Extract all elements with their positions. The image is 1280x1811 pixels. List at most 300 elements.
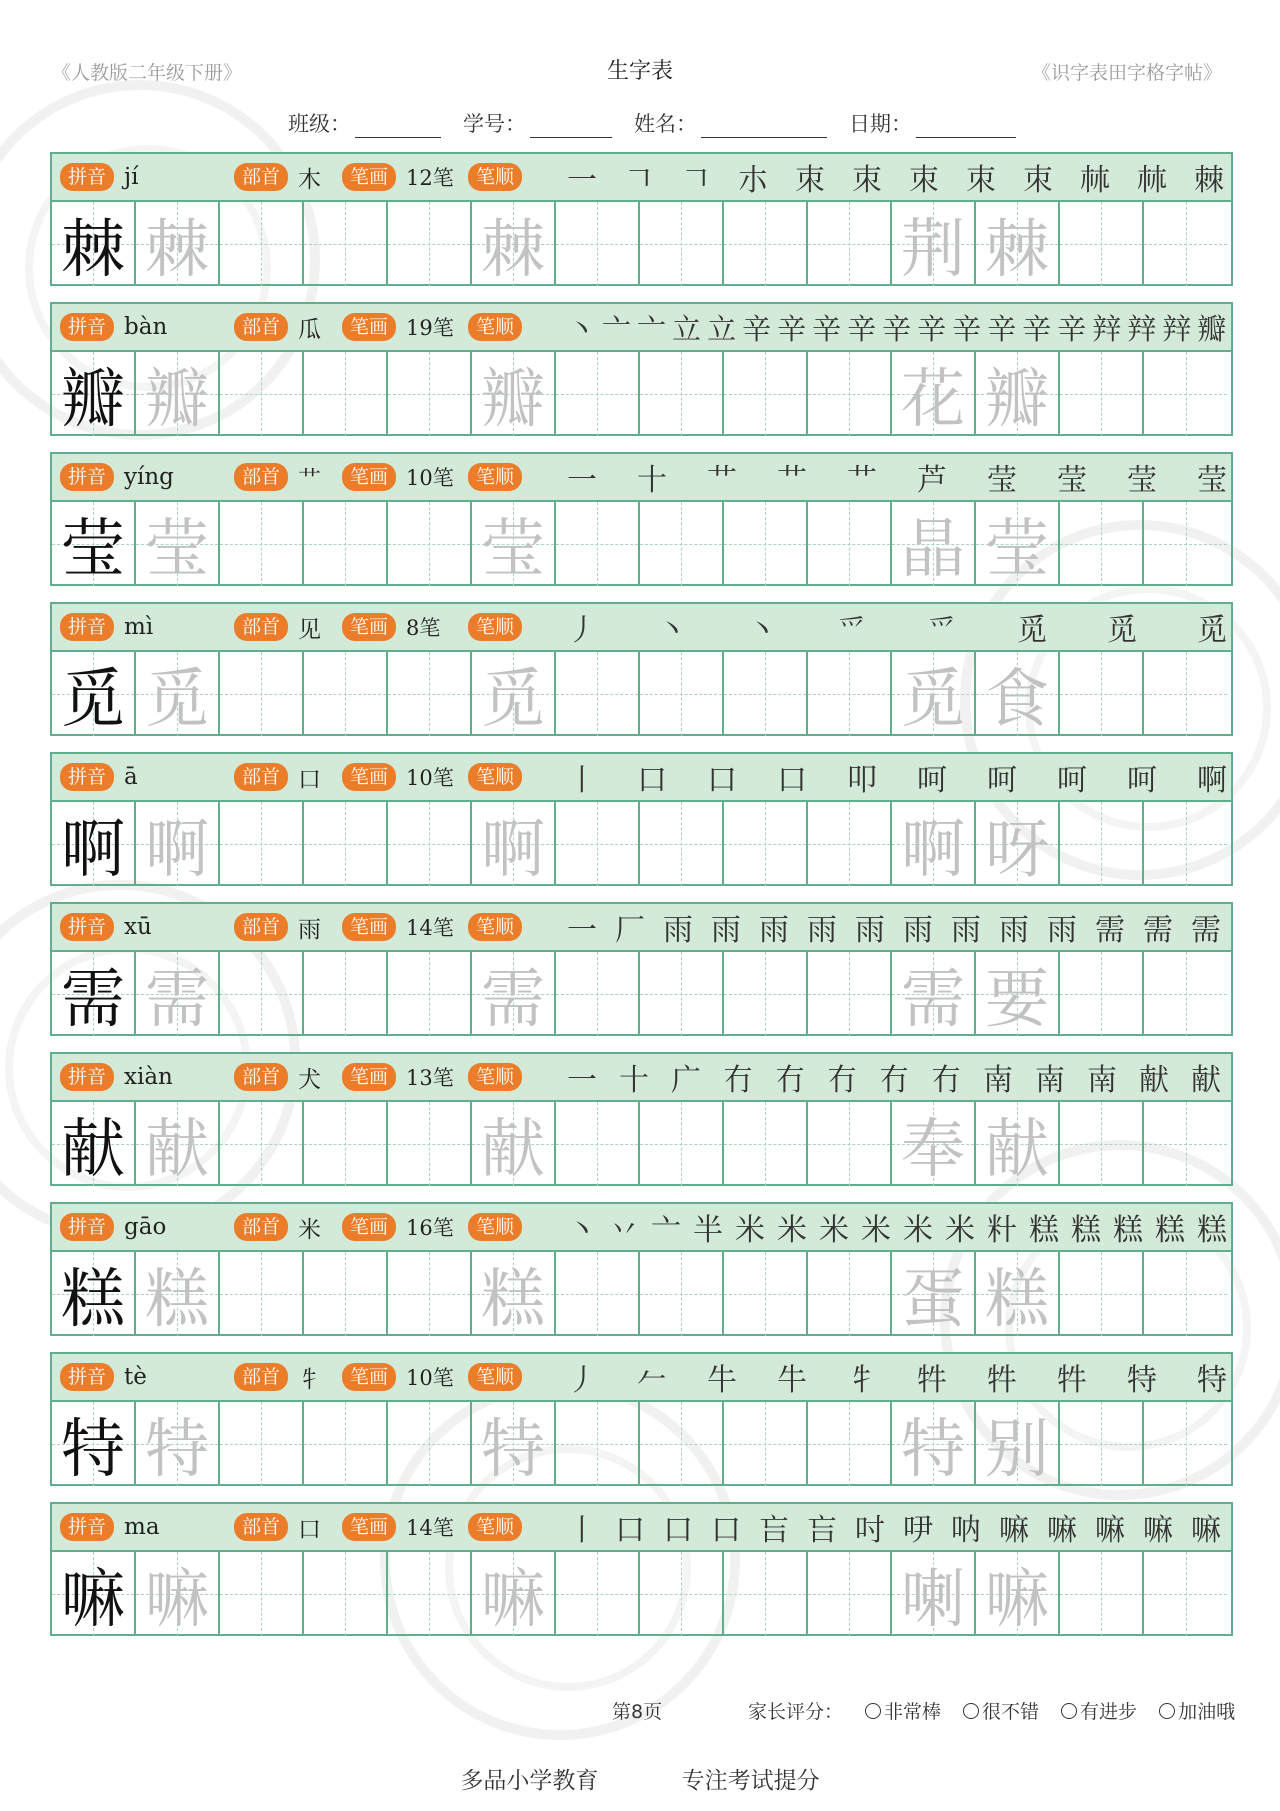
writing-cell[interactable] bbox=[808, 502, 892, 586]
writing-cell[interactable] bbox=[1060, 652, 1144, 736]
writing-cell[interactable] bbox=[52, 652, 136, 736]
writing-cell[interactable] bbox=[724, 202, 808, 286]
stroke-step: 米 bbox=[735, 1213, 765, 1248]
rating-option-excellent[interactable] bbox=[865, 1697, 941, 1724]
trace-character: 啊 bbox=[481, 813, 545, 887]
model-character: 棘 bbox=[61, 213, 125, 287]
stroke-count-value: 12笔 bbox=[406, 166, 454, 190]
stroke-step: 朿 bbox=[909, 163, 939, 198]
char-info-band bbox=[52, 1504, 1231, 1552]
tianzige-grid bbox=[52, 1102, 1231, 1186]
writing-cell[interactable] bbox=[472, 952, 556, 1036]
stroke-step: 糕 bbox=[1155, 1213, 1185, 1248]
trace-character: 莹 bbox=[481, 513, 545, 587]
stroke-order-sequence bbox=[567, 754, 1227, 800]
writing-cell[interactable] bbox=[808, 352, 892, 436]
pinyin-value: tè bbox=[124, 1364, 147, 1390]
writing-cell[interactable] bbox=[136, 652, 220, 736]
stroke-step: 𠃍 bbox=[624, 163, 654, 198]
writing-cell[interactable] bbox=[976, 502, 1060, 586]
stroke-count-value: 14笔 bbox=[406, 1516, 454, 1540]
stroke-step: 口 bbox=[663, 1513, 693, 1548]
char-row bbox=[50, 1052, 1233, 1186]
writing-cell[interactable] bbox=[472, 1402, 556, 1486]
writing-cell[interactable] bbox=[304, 202, 388, 286]
stroke-step: 口 bbox=[615, 1513, 645, 1548]
writing-cell[interactable] bbox=[472, 1102, 556, 1186]
stroke-count-value: 8笔 bbox=[406, 616, 441, 640]
writing-cell[interactable] bbox=[136, 1252, 220, 1336]
writing-cell[interactable] bbox=[1144, 1102, 1227, 1186]
writing-cell[interactable] bbox=[976, 202, 1060, 286]
writing-cell[interactable] bbox=[472, 1252, 556, 1336]
stroke-step: 辛 bbox=[812, 311, 842, 346]
stroke-count-badge: 笔画 bbox=[342, 1363, 396, 1391]
stroke-step: 朿 bbox=[1023, 163, 1053, 198]
stroke-step: 献 bbox=[1191, 1063, 1221, 1098]
date-field[interactable] bbox=[849, 108, 1016, 138]
writing-cell[interactable] bbox=[388, 1252, 472, 1336]
stroke-order-sequence bbox=[567, 454, 1227, 500]
writing-cell[interactable] bbox=[640, 1402, 724, 1486]
writing-cell[interactable] bbox=[52, 952, 136, 1036]
book-edition: 《人教版二年级下册》 bbox=[52, 62, 243, 84]
trace-character: 啊 bbox=[145, 813, 209, 887]
pinyin-value: ā bbox=[124, 764, 138, 790]
writing-cell[interactable] bbox=[808, 1402, 892, 1486]
writing-cell[interactable] bbox=[220, 952, 304, 1036]
writing-cell[interactable] bbox=[640, 952, 724, 1036]
stroke-step: 丶 bbox=[747, 613, 777, 648]
stroke-step: 朩 bbox=[738, 163, 768, 198]
writing-cell[interactable] bbox=[808, 952, 892, 1036]
stroke-step: 觅 bbox=[1017, 613, 1047, 648]
stroke-count-badge: 笔画 bbox=[342, 163, 396, 191]
word-character: 奉 bbox=[901, 1113, 965, 1187]
stroke-step: 辛 bbox=[742, 311, 772, 346]
writing-cell[interactable] bbox=[472, 802, 556, 886]
writing-cell[interactable] bbox=[556, 202, 640, 286]
writing-cell[interactable] bbox=[220, 1252, 304, 1336]
writing-cell[interactable] bbox=[388, 202, 472, 286]
stroke-step: 𣏟 bbox=[1137, 163, 1167, 198]
writing-cell[interactable] bbox=[304, 1402, 388, 1486]
stroke-step: 莹 bbox=[987, 463, 1017, 498]
student-id-field[interactable] bbox=[463, 108, 612, 138]
writing-cell[interactable] bbox=[304, 652, 388, 736]
writing-cell[interactable] bbox=[556, 1252, 640, 1336]
writing-cell[interactable] bbox=[52, 202, 136, 286]
stroke-step: 嘛 bbox=[1095, 1513, 1125, 1548]
stroke-step: 棘 bbox=[1194, 163, 1224, 198]
stroke-step: 牛 bbox=[777, 1363, 807, 1398]
class-label: 班级： bbox=[288, 112, 351, 136]
stroke-count-value: 10笔 bbox=[406, 1366, 454, 1390]
stroke-step: 呵 bbox=[1127, 763, 1157, 798]
stroke-step: 朿 bbox=[966, 163, 996, 198]
stroke-step: 献 bbox=[1139, 1063, 1169, 1098]
writing-cell[interactable] bbox=[640, 1102, 724, 1186]
writing-cell[interactable] bbox=[304, 1552, 388, 1636]
stroke-step: 莹 bbox=[1197, 463, 1227, 498]
pinyin-value: gāo bbox=[124, 1214, 167, 1240]
writing-cell[interactable] bbox=[52, 502, 136, 586]
writing-cell[interactable] bbox=[220, 1402, 304, 1486]
writing-cell[interactable] bbox=[724, 1252, 808, 1336]
writing-cell[interactable] bbox=[220, 652, 304, 736]
rating-option-progress[interactable] bbox=[1061, 1697, 1137, 1724]
writing-cell[interactable] bbox=[808, 1252, 892, 1336]
writing-cell[interactable] bbox=[136, 802, 220, 886]
model-character: 献 bbox=[61, 1113, 125, 1187]
stroke-count-badge: 笔画 bbox=[342, 1213, 396, 1241]
writing-cell[interactable] bbox=[220, 1552, 304, 1636]
stroke-step: 立 bbox=[672, 311, 702, 346]
model-character: 糕 bbox=[61, 1263, 125, 1337]
writing-cell[interactable] bbox=[892, 502, 976, 586]
writing-cell[interactable] bbox=[388, 802, 472, 886]
char-row bbox=[50, 602, 1233, 736]
stroke-step: 吚 bbox=[903, 1513, 933, 1548]
radical-value: 见 bbox=[298, 616, 322, 643]
writing-cell[interactable] bbox=[304, 802, 388, 886]
writing-cell[interactable] bbox=[472, 502, 556, 586]
stroke-step: 厂 bbox=[615, 913, 645, 948]
stroke-step: 𠂉 bbox=[637, 1363, 667, 1398]
pinyin-badge: 拼音 bbox=[60, 313, 114, 341]
writing-cell[interactable] bbox=[1060, 802, 1144, 886]
pinyin-badge: 拼音 bbox=[60, 1213, 114, 1241]
stroke-step: 需 bbox=[1143, 913, 1173, 948]
writing-cell[interactable] bbox=[388, 1102, 472, 1186]
word-character: 花 bbox=[901, 363, 965, 437]
brand-slogan: 专注考试提分 bbox=[681, 1768, 820, 1794]
writing-cell[interactable] bbox=[1144, 952, 1227, 1036]
stroke-count-value: 14笔 bbox=[406, 916, 454, 940]
stroke-order-badge: 笔顺 bbox=[468, 913, 522, 941]
stroke-step: 糕 bbox=[1071, 1213, 1101, 1248]
trace-character: 觅 bbox=[145, 663, 209, 737]
writing-cell[interactable] bbox=[724, 952, 808, 1036]
radical-value: 瓜 bbox=[298, 316, 322, 343]
writing-cell[interactable] bbox=[52, 1252, 136, 1336]
stroke-step: 亠 bbox=[602, 311, 632, 346]
trace-character: 嘛 bbox=[481, 1563, 545, 1637]
writing-cell[interactable] bbox=[976, 352, 1060, 436]
writing-cell[interactable] bbox=[388, 1402, 472, 1486]
word-character: 特 bbox=[901, 1413, 965, 1487]
stroke-step: 丿 bbox=[567, 613, 597, 648]
writing-cell[interactable] bbox=[892, 1552, 976, 1636]
char-info-band bbox=[52, 904, 1231, 952]
pinyin-badge: 拼音 bbox=[60, 1063, 114, 1091]
writing-cell[interactable] bbox=[892, 1252, 976, 1336]
stroke-step: 亠 bbox=[637, 311, 667, 346]
tianzige-grid bbox=[52, 202, 1231, 286]
class-field[interactable] bbox=[288, 108, 441, 138]
student-info bbox=[288, 108, 1038, 138]
writing-cell[interactable] bbox=[892, 352, 976, 436]
writing-cell[interactable] bbox=[724, 802, 808, 886]
stroke-order-sequence bbox=[567, 1354, 1227, 1400]
writing-cell[interactable] bbox=[388, 1552, 472, 1636]
writing-cell[interactable] bbox=[136, 1402, 220, 1486]
stroke-order-sequence bbox=[567, 1204, 1227, 1250]
stroke-step: 冇 bbox=[879, 1063, 909, 1098]
writing-cell[interactable] bbox=[1144, 1252, 1227, 1336]
writing-cell[interactable] bbox=[220, 352, 304, 436]
stroke-order-badge: 笔顺 bbox=[468, 463, 522, 491]
stroke-step: 觅 bbox=[1107, 613, 1137, 648]
radio-circle-icon bbox=[865, 1703, 881, 1719]
writing-cell[interactable] bbox=[1060, 352, 1144, 436]
writing-cell[interactable] bbox=[472, 1552, 556, 1636]
writing-cell[interactable] bbox=[1060, 502, 1144, 586]
stroke-step: 米 bbox=[903, 1213, 933, 1248]
word-character: 莹 bbox=[985, 513, 1049, 587]
stroke-step: 丶 bbox=[567, 1213, 597, 1248]
stroke-order-badge: 笔顺 bbox=[468, 1363, 522, 1391]
writing-cell[interactable] bbox=[640, 352, 724, 436]
char-row bbox=[50, 152, 1233, 286]
writing-cell[interactable] bbox=[388, 502, 472, 586]
char-row bbox=[50, 1502, 1233, 1636]
writing-cell[interactable] bbox=[976, 1552, 1060, 1636]
writing-cell[interactable] bbox=[136, 1552, 220, 1636]
stroke-step: 糕 bbox=[1113, 1213, 1143, 1248]
writing-cell[interactable] bbox=[556, 652, 640, 736]
writing-cell[interactable] bbox=[724, 502, 808, 586]
writing-cell[interactable] bbox=[1144, 802, 1227, 886]
page-number: 第8页 bbox=[612, 1701, 663, 1723]
writing-cell[interactable] bbox=[976, 1402, 1060, 1486]
writing-cell[interactable] bbox=[892, 202, 976, 286]
stroke-step: 口 bbox=[637, 763, 667, 798]
tianzige-grid bbox=[52, 1402, 1231, 1486]
stroke-step: 广 bbox=[671, 1063, 701, 1098]
stroke-order-badge: 笔顺 bbox=[468, 163, 522, 191]
stroke-step: 辡 bbox=[1127, 311, 1157, 346]
model-character: 嘛 bbox=[61, 1563, 125, 1637]
writing-cell[interactable] bbox=[640, 202, 724, 286]
stroke-step: 觅 bbox=[1197, 613, 1227, 648]
stroke-step: 雨 bbox=[999, 913, 1029, 948]
writing-cell[interactable] bbox=[52, 1552, 136, 1636]
stroke-step: 瓣 bbox=[1197, 311, 1227, 346]
writing-cell[interactable] bbox=[976, 802, 1060, 886]
rating-label: 家长评分： bbox=[748, 1701, 844, 1723]
writing-cell[interactable] bbox=[1060, 1252, 1144, 1336]
writing-cell[interactable] bbox=[808, 1552, 892, 1636]
stroke-step: 牪 bbox=[987, 1363, 1017, 1398]
writing-cell[interactable] bbox=[808, 1102, 892, 1186]
writing-cell[interactable] bbox=[136, 202, 220, 286]
writing-cell[interactable] bbox=[1060, 1402, 1144, 1486]
writing-cell[interactable] bbox=[304, 1102, 388, 1186]
writing-cell[interactable] bbox=[388, 952, 472, 1036]
writing-cell[interactable] bbox=[472, 352, 556, 436]
stroke-step: 朿 bbox=[852, 163, 882, 198]
writing-cell[interactable] bbox=[1060, 1552, 1144, 1636]
writing-cell[interactable] bbox=[1144, 502, 1227, 586]
writing-cell[interactable] bbox=[1060, 1102, 1144, 1186]
char-row bbox=[50, 1352, 1233, 1486]
stroke-step: 辛 bbox=[952, 311, 982, 346]
writing-cell[interactable] bbox=[52, 1102, 136, 1186]
name-field[interactable] bbox=[634, 108, 827, 138]
writing-cell[interactable] bbox=[1144, 1552, 1227, 1636]
writing-cell[interactable] bbox=[388, 652, 472, 736]
writing-cell[interactable] bbox=[556, 952, 640, 1036]
stroke-step: 𠃍 bbox=[681, 163, 711, 198]
radical-badge: 部首 bbox=[234, 1363, 288, 1391]
stroke-step: 辛 bbox=[1057, 311, 1087, 346]
writing-cell[interactable] bbox=[724, 1402, 808, 1486]
writing-cell[interactable] bbox=[304, 952, 388, 1036]
writing-cell[interactable] bbox=[1144, 1402, 1227, 1486]
stroke-step: 牪 bbox=[1057, 1363, 1087, 1398]
writing-cell[interactable] bbox=[136, 502, 220, 586]
rating-option-good[interactable] bbox=[963, 1697, 1039, 1724]
writing-cell[interactable] bbox=[724, 352, 808, 436]
writing-cell[interactable] bbox=[52, 352, 136, 436]
radical-value: 口 bbox=[298, 1516, 322, 1543]
trace-character: 嘛 bbox=[145, 1563, 209, 1637]
writing-cell[interactable] bbox=[304, 502, 388, 586]
writing-cell[interactable] bbox=[808, 202, 892, 286]
writing-cell[interactable] bbox=[1060, 952, 1144, 1036]
stroke-step: 籵 bbox=[987, 1213, 1017, 1248]
stroke-step: 嘛 bbox=[1047, 1513, 1077, 1548]
writing-cell[interactable] bbox=[304, 352, 388, 436]
rating-option-keep-going[interactable] bbox=[1159, 1697, 1235, 1724]
writing-cell[interactable] bbox=[892, 652, 976, 736]
writing-cell[interactable] bbox=[136, 352, 220, 436]
writing-cell[interactable] bbox=[724, 1552, 808, 1636]
writing-cell[interactable] bbox=[892, 1402, 976, 1486]
trace-character: 棘 bbox=[145, 213, 209, 287]
stroke-step: 牜 bbox=[847, 1363, 877, 1398]
model-character: 需 bbox=[61, 963, 125, 1037]
char-info-band bbox=[52, 1204, 1231, 1252]
stroke-order-badge: 笔顺 bbox=[468, 1213, 522, 1241]
stroke-step: 辛 bbox=[987, 311, 1017, 346]
writing-cell[interactable] bbox=[52, 802, 136, 886]
writing-cell[interactable] bbox=[388, 352, 472, 436]
writing-cell[interactable] bbox=[640, 1552, 724, 1636]
stroke-step: 呐 bbox=[951, 1513, 981, 1548]
writing-cell[interactable] bbox=[640, 1252, 724, 1336]
writing-cell[interactable] bbox=[976, 652, 1060, 736]
stroke-step: 冇 bbox=[931, 1063, 961, 1098]
radio-circle-icon bbox=[1159, 1703, 1175, 1719]
writing-cell[interactable] bbox=[220, 502, 304, 586]
writing-cell[interactable] bbox=[1144, 652, 1227, 736]
stroke-step: 南 bbox=[1035, 1063, 1065, 1098]
stroke-step: 立 bbox=[707, 311, 737, 346]
pinyin-value: bàn bbox=[124, 314, 168, 340]
writing-cell[interactable] bbox=[892, 952, 976, 1036]
writing-cell[interactable] bbox=[976, 952, 1060, 1036]
radio-circle-icon bbox=[963, 1703, 979, 1719]
writing-cell[interactable] bbox=[220, 802, 304, 886]
writing-cell[interactable] bbox=[220, 1102, 304, 1186]
writing-cell[interactable] bbox=[640, 652, 724, 736]
stroke-step: 辡 bbox=[1162, 311, 1192, 346]
writing-cell[interactable] bbox=[556, 1102, 640, 1186]
stroke-step: 呵 bbox=[917, 763, 947, 798]
stroke-step: 吂 bbox=[759, 1513, 789, 1548]
writing-cell[interactable] bbox=[724, 652, 808, 736]
trace-character: 糕 bbox=[481, 1263, 545, 1337]
writing-cell[interactable] bbox=[640, 802, 724, 886]
writing-cell[interactable] bbox=[808, 802, 892, 886]
stroke-step: 爫 bbox=[927, 613, 957, 648]
writing-cell[interactable] bbox=[976, 1102, 1060, 1186]
stroke-step: 口 bbox=[707, 763, 737, 798]
writing-cell[interactable] bbox=[556, 802, 640, 886]
word-character: 瓣 bbox=[985, 363, 1049, 437]
stroke-step: 啊 bbox=[1197, 763, 1227, 798]
writing-cell[interactable] bbox=[976, 1252, 1060, 1336]
stroke-step: 糕 bbox=[1197, 1213, 1227, 1248]
writing-cell[interactable] bbox=[892, 802, 976, 886]
radical-badge: 部首 bbox=[234, 1063, 288, 1091]
trace-character: 棘 bbox=[481, 213, 545, 287]
pinyin-value: yíng bbox=[124, 464, 174, 490]
stroke-step: 丨 bbox=[567, 763, 597, 798]
stroke-order-sequence bbox=[567, 154, 1224, 200]
writing-cell[interactable] bbox=[556, 1552, 640, 1636]
rating-option-label: 有进步 bbox=[1080, 1701, 1138, 1723]
stroke-step: 嘛 bbox=[1143, 1513, 1173, 1548]
pinyin-badge: 拼音 bbox=[60, 1513, 114, 1541]
writing-cell[interactable] bbox=[556, 1402, 640, 1486]
writing-cell[interactable] bbox=[472, 652, 556, 736]
stroke-count-value: 19笔 bbox=[406, 316, 454, 340]
writing-cell[interactable] bbox=[1144, 202, 1227, 286]
tianzige-grid bbox=[52, 352, 1231, 436]
pinyin-value: ma bbox=[124, 1514, 160, 1540]
stroke-count-badge: 笔画 bbox=[342, 313, 396, 341]
writing-cell[interactable] bbox=[136, 1102, 220, 1186]
char-info-band bbox=[52, 154, 1231, 202]
writing-cell[interactable] bbox=[220, 202, 304, 286]
writing-cell[interactable] bbox=[892, 1102, 976, 1186]
writing-cell[interactable] bbox=[724, 1102, 808, 1186]
writing-cell[interactable] bbox=[556, 352, 640, 436]
writing-cell[interactable] bbox=[1144, 352, 1227, 436]
writing-cell[interactable] bbox=[808, 652, 892, 736]
radical-value: 木 bbox=[298, 166, 322, 193]
stroke-step: 十 bbox=[637, 463, 667, 498]
writing-cell[interactable] bbox=[52, 1402, 136, 1486]
tianzige-grid bbox=[52, 1552, 1231, 1636]
stroke-step: 叩 bbox=[847, 763, 877, 798]
writing-cell[interactable] bbox=[472, 202, 556, 286]
stroke-step: 口 bbox=[777, 763, 807, 798]
writing-cell[interactable] bbox=[640, 502, 724, 586]
writing-cell[interactable] bbox=[136, 952, 220, 1036]
writing-cell[interactable] bbox=[1060, 202, 1144, 286]
stroke-step: 冇 bbox=[827, 1063, 857, 1098]
stroke-step: 半 bbox=[693, 1213, 723, 1248]
writing-cell[interactable] bbox=[304, 1252, 388, 1336]
char-info-band bbox=[52, 1354, 1231, 1402]
writing-cell[interactable] bbox=[556, 502, 640, 586]
trace-character: 糕 bbox=[145, 1263, 209, 1337]
name-label: 姓名： bbox=[634, 112, 697, 136]
